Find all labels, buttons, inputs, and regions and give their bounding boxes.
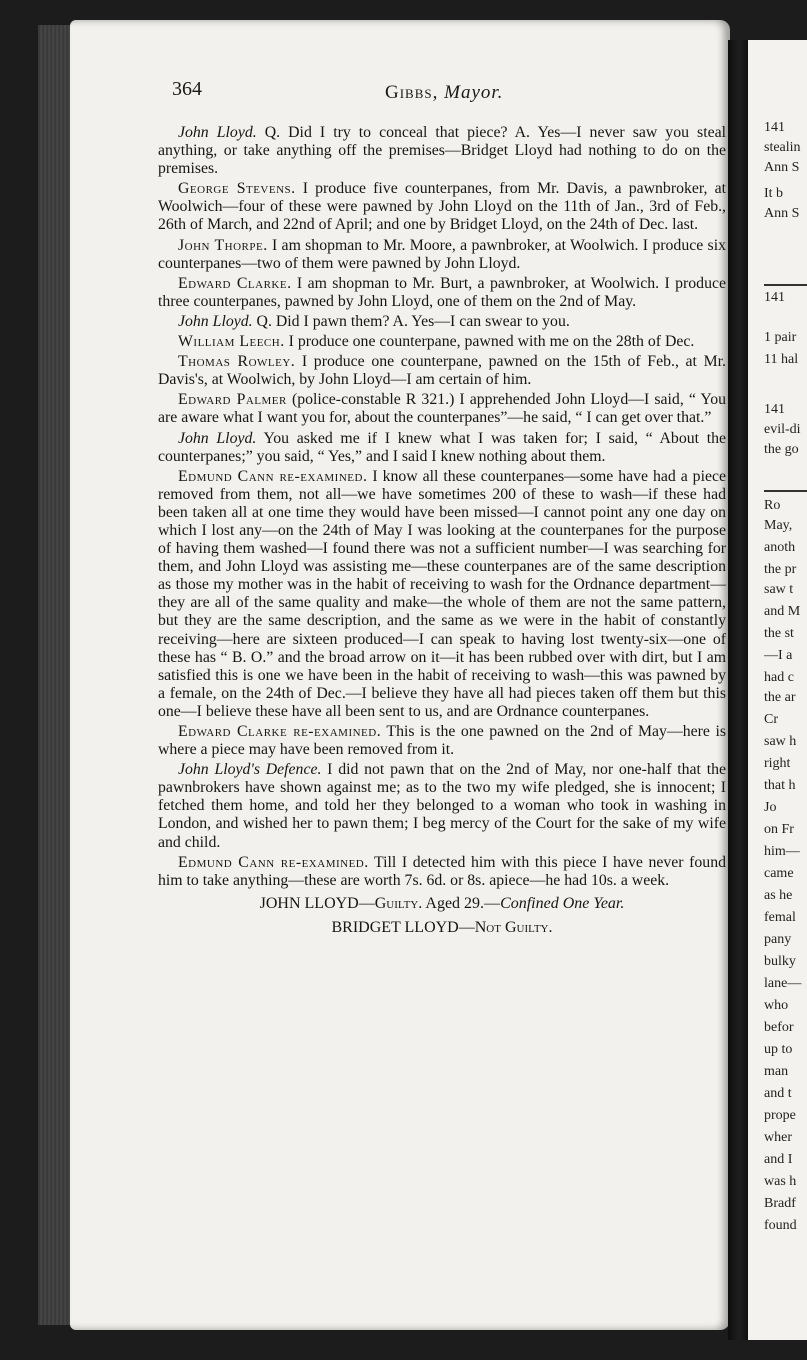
speaker-name: Edmund Cann re-examined. xyxy=(178,467,368,485)
defendant-name: JOHN LLOYD— xyxy=(259,894,375,912)
page-body xyxy=(158,124,726,938)
speaker-name: John Thorpe. xyxy=(178,236,268,254)
right-page-fragment: up to xyxy=(764,1042,793,1057)
right-page-fragment: Ann S xyxy=(764,206,800,221)
testimony-paragraph xyxy=(158,430,726,466)
speaker-name: George Stevens. xyxy=(178,180,296,198)
right-page-fragment: Ro xyxy=(764,498,781,513)
right-page-fragment: who xyxy=(764,998,789,1013)
running-head-name: Gibbs, xyxy=(385,82,439,103)
speaker-name: Edward Clarke re-examined. xyxy=(178,723,382,740)
testimony-paragraph xyxy=(158,468,726,721)
testimony-text: I am shopman to Mr. Moore, a pawnbroker, at Woolwich. I produce six counterpanes—two of them were pawned by John Lloyd. xyxy=(158,236,726,272)
speaker-name: John Lloyd. xyxy=(178,429,257,447)
right-page-fragment: Ann S xyxy=(764,160,800,175)
testimony-paragraph xyxy=(158,391,726,427)
speaker-name: Edmund Cann re-examined. xyxy=(178,853,369,871)
testimony-paragraph xyxy=(158,761,726,851)
right-page-fragment: It b xyxy=(764,186,784,201)
section-rule xyxy=(764,490,807,492)
testimony-paragraph xyxy=(158,180,726,234)
testimony-text: I produce one counterpane, pawned on the 15th of Feb., at Mr. Davis's, at Woolwich, by John Lloyd—I am certain of him. xyxy=(158,353,726,389)
speaker-name: John Lloyd. xyxy=(178,312,253,330)
page-header xyxy=(172,78,692,108)
testimony-paragraph xyxy=(158,124,726,178)
testimony-paragraph xyxy=(158,275,726,311)
running-head-title: Mayor. xyxy=(444,82,504,103)
right-page-fragment: and M xyxy=(764,604,801,619)
right-page-fragment: had c xyxy=(764,670,794,685)
right-page-fragment: anoth xyxy=(764,540,796,555)
testimony-text: This is the one pawned on the 2nd of May—here is where a piece may have been removed from it. xyxy=(158,723,726,759)
right-page-fragment: Jo xyxy=(764,800,777,815)
right-page-fragment: May, xyxy=(764,518,793,533)
testimony-paragraph xyxy=(158,723,726,759)
right-page-fragment: pany xyxy=(764,932,792,947)
right-page-fragment: Cr xyxy=(764,712,778,727)
testimony-paragraph xyxy=(158,313,726,331)
right-page-fragment: Bradf xyxy=(764,1196,796,1211)
testimony-text: Q. Did I pawn them? A. Yes—I can swear to you. xyxy=(252,312,570,330)
right-page-fragment: stealin xyxy=(764,140,801,155)
right-page-fragment: bulky xyxy=(764,954,796,969)
book-gutter xyxy=(728,40,750,1340)
page-number: 364 xyxy=(172,78,202,100)
right-page-fragment: 141 xyxy=(764,402,785,417)
right-page-fragment: the pr xyxy=(764,562,797,577)
right-page-fragment: befor xyxy=(764,1020,794,1035)
right-page-fragment: prope xyxy=(764,1108,796,1123)
verdict-result: Not Guilty. xyxy=(474,918,553,936)
right-page-fragment: and I xyxy=(764,1152,793,1167)
right-page-fragment: him— xyxy=(764,844,800,859)
right-page-fragment: that h xyxy=(764,778,796,793)
testimony-text: I produce one counterpane, pawned with me on the 28th of Dec. xyxy=(284,333,695,351)
right-page-fragment: as he xyxy=(764,888,793,903)
right-page-fragment: found xyxy=(764,1218,797,1233)
testimony-text: You asked me if I knew what I was taken for; I said, “ About the counterpanes;” you said, “ Yes,” and I said I knew nothing about them. xyxy=(158,429,726,465)
right-page-fragment: lane— xyxy=(764,976,802,991)
testimony-text: I did not pawn that on the 2nd of May, nor one-half that the pawnbrokers have shown against me; as to the two my wife pledged, she is innocent; I fetched them home, and told her they belonged to a woman who took in washing in London, and wished her to pawn them; I beg mercy of the Court for the sake of my wife and child. xyxy=(158,761,726,851)
right-page-fragment: man xyxy=(764,1064,789,1079)
testimony-paragraph xyxy=(158,854,726,890)
speaker-name: John Lloyd's Defence. xyxy=(178,761,322,779)
verdict-sentence: Confined One Year. xyxy=(500,894,625,912)
testimony-paragraph xyxy=(158,237,726,273)
testimony-text: I know all these counterpanes—some have had a piece removed from them, not all—we have sometimes 200 of these to wash—if these had been taken all at one time they would have been missed—I cannot point any one day on which I lost any—on the 24th of May I was looking at the counterpanes for the purpose of having them washed—I found there was not a sufficient number—I was searching for them, and John Lloyd was assisting me—these counterpanes are of the same description as those my mother was in the habit of receiving to wash for the Ordnance department—they are all of the same quality and make—the whole of them are not the same pattern, but they are the same description, and the same as we were in the habit of constantly receiving—here are sixteen produced—I can speak to having lost twenty-six—one of these has “ B. O.” and the broad arrow on it—it has been rubbed over with dirt, but I am satisfied this is one we have been in the habit of receiving to wash—this was pawned by a female, on the 24th of Dec.—I believe they have all had pieces taken off them but this one—I believe these have all been sent to us, and are Ordnance counterpanes. xyxy=(158,467,726,720)
speaker-name: John Lloyd. xyxy=(178,124,257,141)
testimony-text: Q. Did I try to conceal that piece? A. Yes—I never saw you steal anything, or take anything off the premises—Bridget Lloyd had nothing to do on the premises. xyxy=(158,124,726,178)
speaker-name: Edward Palmer xyxy=(178,391,287,409)
section-rule xyxy=(764,284,807,286)
right-page-fragment: saw t xyxy=(764,582,794,597)
right-page-fragment: femal xyxy=(764,910,796,925)
right-page-fragment: 141 xyxy=(764,120,785,135)
right-page-fragment: was h xyxy=(764,1174,797,1189)
right-page-fragment: —I a xyxy=(764,648,793,663)
right-page-fragment: came xyxy=(764,866,794,881)
verdict-line xyxy=(158,918,726,938)
testimony-text: I am shopman to Mr. Burt, a pawnbroker, at Woolwich. I produce three counterpanes, pawned by John Lloyd, one of them on the 2nd of May. xyxy=(158,274,726,310)
speaker-name: William Leech. xyxy=(178,333,285,351)
running-head xyxy=(385,82,503,104)
right-page-fragment: saw h xyxy=(764,734,797,749)
right-page-fragment: evil-di xyxy=(764,422,801,437)
right-page xyxy=(748,40,807,1340)
right-page-fragment: right xyxy=(764,756,791,771)
right-page-fragment: 1 pair xyxy=(764,330,797,345)
speaker-name: Edward Clarke. xyxy=(178,274,292,292)
testimony-paragraph xyxy=(158,353,726,389)
testimony-text: (police-constable R 321.) I apprehended John Lloyd—I said, “ You are aware what I want you for, about the counterpanes”—he said, “ I can get over that.” xyxy=(158,391,726,427)
verdict-detail: Aged 29.— xyxy=(422,894,501,912)
verdict-result: Guilty. xyxy=(374,894,423,912)
speaker-name: Thomas Rowley. xyxy=(178,353,296,371)
right-page-fragment: on Fr xyxy=(764,822,794,837)
right-page-fragment: the ar xyxy=(764,690,796,705)
right-page-fragment: the go xyxy=(764,442,799,457)
right-page-fragment: 11 hal xyxy=(764,352,799,367)
right-page-fragment: 141 xyxy=(764,290,785,305)
verdict-line xyxy=(158,894,726,914)
right-page-fragment: wher xyxy=(764,1130,792,1145)
testimony-paragraph xyxy=(158,333,726,351)
testimony-text: I produce five counterpanes, from Mr. Davis, a pawnbroker, at Woolwich—four of these were pawned by John Lloyd on the 11th of Jan., 3rd of Feb., 26th of March, and 22nd of April; and one by Bridget Lloyd, on the 24th of Dec. last. xyxy=(158,180,726,234)
testimony-text: Till I detected him with this piece I have never found him to take anything—these are worth 7s. 6d. or 8s. apiece—he had 10s. a week. xyxy=(158,853,726,889)
right-page-fragment: and t xyxy=(764,1086,792,1101)
right-page-fragment: the st xyxy=(764,626,794,641)
defendant-name: BRIDGET LLOYD— xyxy=(331,918,475,936)
